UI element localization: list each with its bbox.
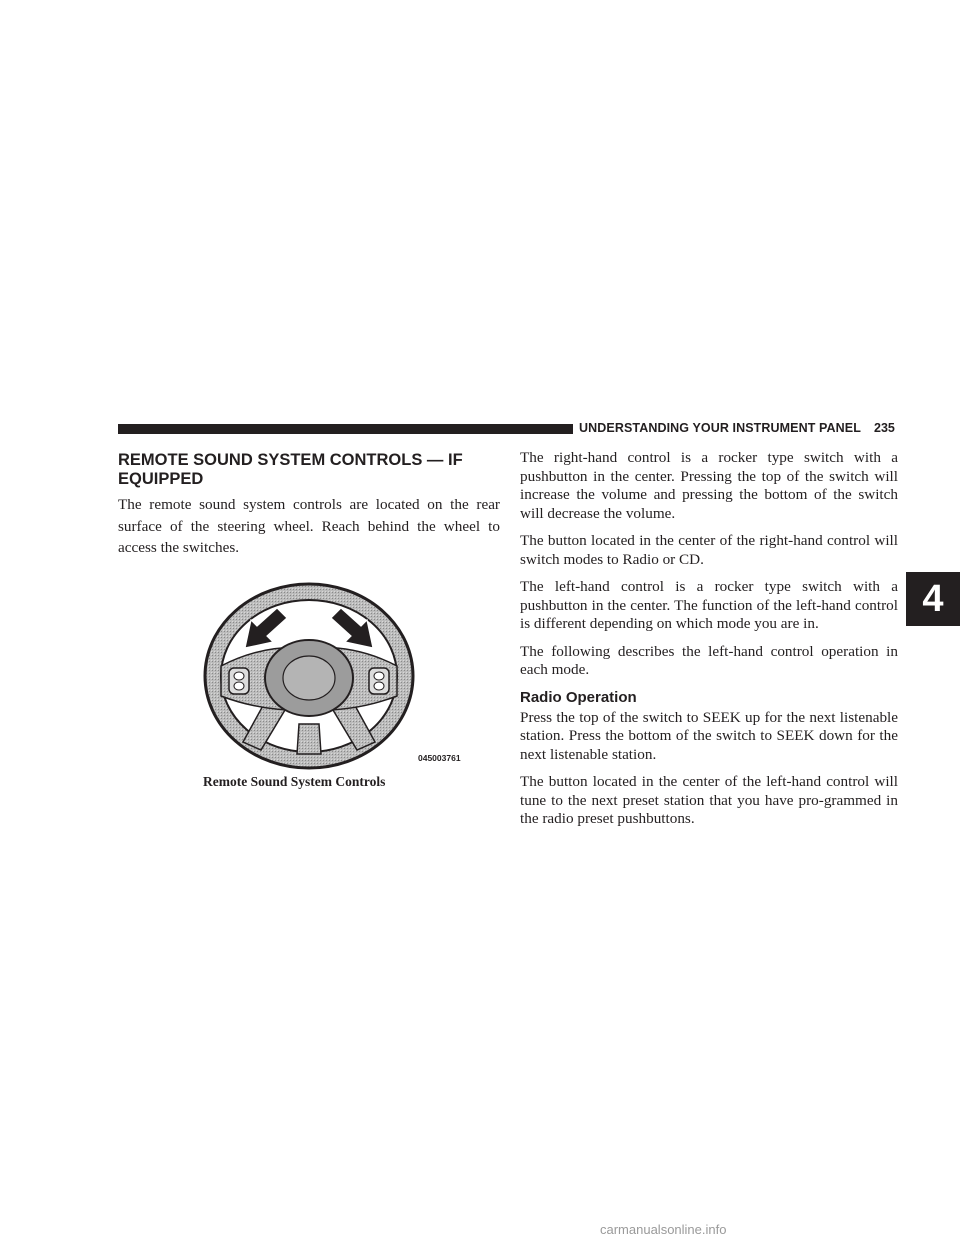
right-paragraph: The following describes the left-hand control operation in each mode. [520, 642, 898, 678]
section-heading: REMOTE SOUND SYSTEM CONTROLS — IF EQUIPPED [118, 451, 463, 488]
right-paragraph: The button located in the center of the right-hand control will switch modes to Radio or CD. [520, 532, 898, 568]
left-column [118, 451, 500, 568]
page-number: 235 [874, 421, 895, 435]
figure-code: 045003761 [418, 753, 461, 763]
header-rule [118, 424, 573, 434]
right-paragraph: The right-hand control is a rocker type switch with a pushbutton in the center. Pressing the top of the switch will increase the volume and pressing the bottom of the switch will decrease the volume. [520, 449, 898, 522]
footer-watermark: carmanualsonline.info [600, 1222, 727, 1237]
radio-paragraph: The button located in the center of the left-hand control will tune to the next preset station that you have pro-grammed in the radio preset pushbuttons. [520, 773, 898, 827]
figure-caption: Remote Sound System Controls [203, 774, 386, 789]
right-paragraph: The left-hand control is a rocker type switch with a pushbutton in the center. The function of the left-hand control is different depending on which mode you are in. [520, 578, 898, 632]
chapter-tab: 4 [906, 572, 960, 626]
radio-paragraph: Press the top of the switch to SEEK up for the next listenable station. Press the bottom of the switch to SEEK down for the next listenable station. [520, 708, 898, 763]
right-column [520, 449, 898, 838]
radio-operation-heading: Radio Operation [520, 688, 637, 706]
running-header-title: UNDERSTANDING YOUR INSTRUMENT PANEL [579, 421, 861, 435]
steering-wheel-figure [203, 574, 469, 770]
steering-wheel-illustration [203, 574, 469, 770]
intro-paragraph: The remote sound system controls are located on the rear surface of the steering wheel. Reach behind the wheel to access the switches. [118, 496, 500, 556]
